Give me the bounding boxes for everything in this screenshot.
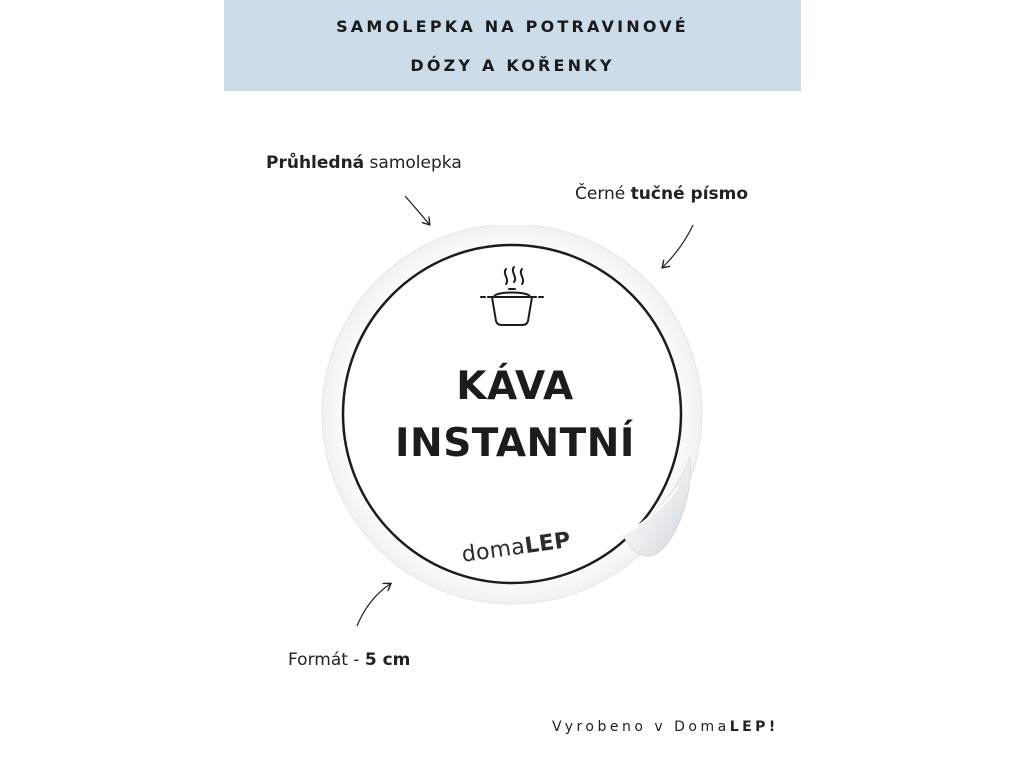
callout-transparent-text: samolepka <box>364 153 462 173</box>
arrow-transparent-icon <box>405 196 429 224</box>
callout-font-text: Černé <box>575 184 631 204</box>
brand-light: doma <box>460 534 527 568</box>
callout-font-bold: tučné písmo <box>630 184 749 204</box>
callout-format-text: Formát - <box>288 650 365 670</box>
sticker-title-line-1: KÁVA <box>456 364 574 409</box>
footer-brand: LEP! <box>729 719 779 735</box>
header-title-line-2: DÓZY A KOŘENKY <box>410 55 615 75</box>
header-title-line-1: SAMOLEPKA NA POTRAVINOVÉ <box>336 16 689 36</box>
sticker-title-line-2: INSTANTNÍ <box>395 421 635 466</box>
callout-transparent-bold: Průhledná <box>266 153 365 173</box>
callout-format-bold: 5 cm <box>364 650 411 670</box>
footer-text: Vyrobeno v Doma <box>552 719 730 735</box>
brand-bold: LEP <box>523 527 573 560</box>
footer-credit <box>552 719 779 735</box>
